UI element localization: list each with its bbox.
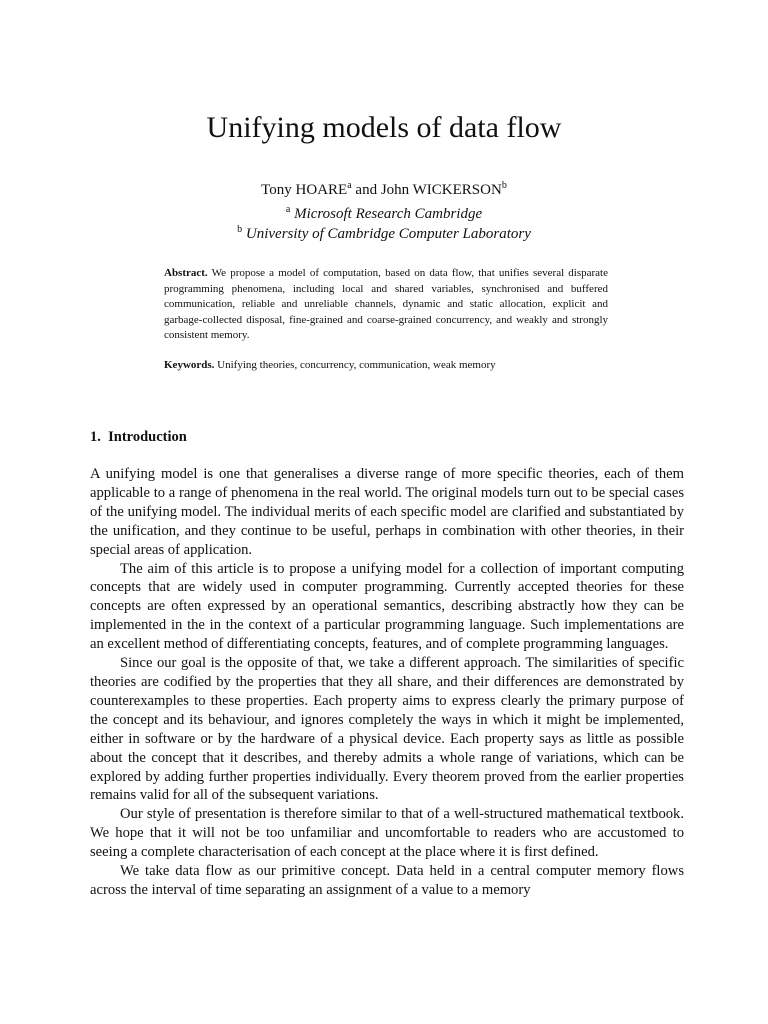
author-conjunction: and: [351, 182, 381, 198]
author-wickerson: John WICKERSON: [380, 182, 502, 198]
body-text: [90, 465, 684, 900]
abstract-text: We propose a model of computation, based on data flow, that unifies several disparate programming phenomena, including local and shared variables, synchronised and buffered communication, reliable and unreliable channels, dynamic and static allocation, explicit and garbage-collected disposal, fine-grained and coarse-grained concurrency, and weakly and strongly consistent memory.: [164, 267, 608, 342]
author-line: [0, 180, 768, 200]
affiliation-b: [0, 224, 768, 244]
affiliation-b-name: University of Cambridge Computer Laboratory: [245, 226, 531, 242]
paper-title: Unifying models of data flow: [206, 111, 562, 144]
keywords-text: Unifying theories, concurrency, communication, weak memory: [217, 359, 496, 371]
paragraph-1: A unifying model is one that generalises a diverse range of more specific theories, each of them applicable to a range of phenomena in the real world. The original models turn out to be special cases of the unifying model. The individual merits of each specific model are clarified and substantiated by the unification, and they continue to be useful, perhaps in combination with other theories, in their special areas of application.: [90, 466, 684, 558]
abstract-label: Abstract.: [164, 267, 208, 279]
affiliation-b-mark: b: [237, 224, 243, 235]
paragraph-4: Our style of presentation is therefore similar to that of a well-structured mathematical textbook. We hope that it will not be too unfamiliar and uncomfortable to readers who are accustomed to seeing a complete characterisation of each concept at the place where it is first defined.: [90, 806, 684, 861]
keywords-label: Keywords.: [164, 359, 215, 371]
keywords: [164, 358, 608, 373]
affiliation-a: [0, 204, 768, 224]
author-hoare: Tony HOARE: [261, 182, 348, 198]
affiliation-a-mark: a: [285, 204, 291, 215]
author-hoare-mark: a: [347, 180, 352, 191]
author-wickerson-mark: b: [501, 180, 507, 191]
paragraph-2: The aim of this article is to propose a unifying model for a collection of important computing concepts that are widely used in computer programming. Currently accepted theories for these concepts are often expressed by an operational semantics, describing abstractly how they can be implemented in the in the context of a particular programming language. Such implementations are an excellent method of differentiating concepts, features, and of complete programming languages.: [90, 560, 684, 653]
paragraph-3: Since our goal is the opposite of that, we take a different approach. The similarities of specific theories are codified by the properties that they all share, and their differences are demonstrated by counterexamples to these properties. Each property aims to express clearly the primary purpose of the concept and its behaviour, and ignores completely the ways in which it might be implemented, either in software or by the hardware of a physical device. Each property says as little as possible about the concept that it describes, and thereby admits a whole range of variations, which can be explored by adding further properties individually. Every theorem proved from the earlier properties remains valid for all of the subsequent variations.: [90, 655, 684, 804]
section-heading-introduction: 1. Introduction: [90, 429, 187, 445]
paragraph-5: We take data flow as our primitive concept. Data held in a central computer memory flows across the interval of time separating an assignment of a value to a memory: [90, 863, 684, 898]
abstract: [164, 266, 608, 344]
affiliation-a-name: Microsoft Research Cambridge: [294, 206, 483, 222]
